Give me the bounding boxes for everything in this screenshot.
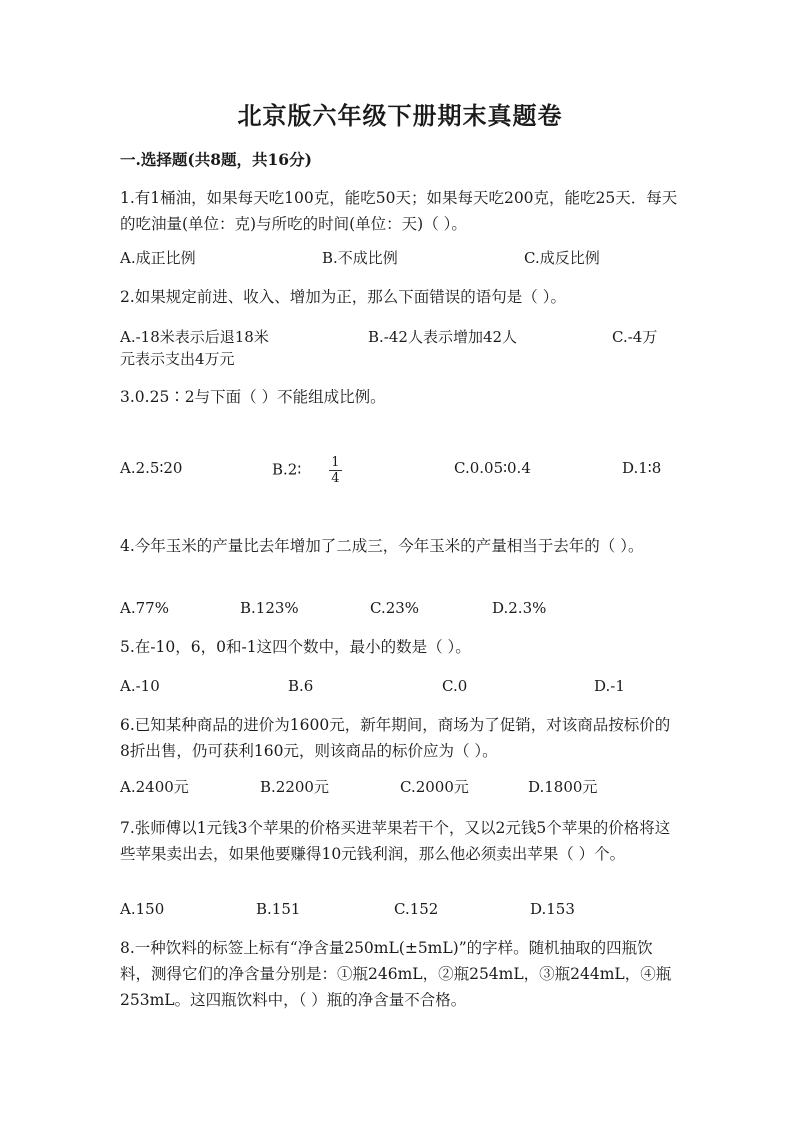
option-c[interactable]: C.0.05∶0.4 (454, 459, 531, 477)
question-3-options (120, 455, 680, 486)
question-7: 7.张师傅以1元钱3个苹果的价格买进苹果若干个，又以2元钱5个苹果的价格将这些苹果卖出去，如果他要赚得10元钱利润，那么他必须卖出苹果（ ）个。 (120, 819, 671, 863)
option-d[interactable]: D.-1 (594, 677, 625, 695)
question-6: 6.已知某种商品的进价为1600元，新年期间，商场为了促销，对该商品按标价的8折出售，仍可获利160元，则该商品的标价应为（ ）。 (120, 716, 671, 760)
option-b[interactable] (272, 455, 342, 486)
question-8: 8.一种饮料的标签上标有“净含量250mL(±5mL)”的字样。随机抽取的四瓶饮料，测得它们的净含量分别是：①瓶246mL，②瓶254mL，③瓶244mL，④瓶253mL。这四瓶饮料中，（ ）瓶的净含量不合格。 (120, 939, 672, 1009)
option-d[interactable]: D.1800元 (528, 778, 598, 796)
option-b[interactable]: B.2200元 (260, 778, 329, 796)
page-title: 北京版六年级下册期末真题卷 (237, 101, 563, 130)
option-a[interactable]: A.2.5∶20 (120, 459, 183, 477)
fraction-denominator: 4 (331, 471, 340, 486)
option-c[interactable]: C.152 (394, 900, 439, 918)
fraction (329, 455, 341, 486)
option-b[interactable]: B.不成比例 (322, 249, 398, 267)
option-c[interactable]: C.成反比例 (524, 249, 600, 267)
option-d[interactable]: D.153 (530, 900, 575, 918)
option-d[interactable]: D.2.3% (492, 599, 547, 617)
question-1: 1.有1桶油，如果每天吃100克，能吃50天；如果每天吃200克，能吃25天．每天的吃油量(单位：克)与所吃的时间(单位：天)（ ）。 (120, 189, 678, 233)
question-5-options (120, 673, 680, 699)
question-7-options (120, 896, 680, 922)
option-b[interactable]: B.123% (240, 599, 299, 617)
option-b-label: B.2∶ (272, 460, 302, 479)
option-c[interactable]: C.0 (442, 677, 468, 695)
section-heading: 一.选择题(共8题，共16分) (120, 150, 312, 169)
question-1-options (120, 245, 680, 271)
option-a[interactable]: A.成正比例 (120, 249, 196, 267)
fraction-numerator: 1 (331, 455, 340, 470)
option-a[interactable]: A.-18米表示后退18米 (120, 328, 269, 346)
question-4: 4.今年玉米的产量比去年增加了二成三，今年玉米的产量相当于去年的（ ）。 (120, 537, 644, 555)
question-2-options-wrap (120, 346, 680, 372)
question-5: 5.在-10，6，0和-1这四个数中，最小的数是（ ）。 (120, 638, 471, 656)
question-2: 2.如果规定前进、收入、增加为正，那么下面错误的语句是（ ）。 (120, 288, 566, 306)
option-a[interactable]: A.150 (120, 900, 165, 918)
option-b[interactable]: B.6 (288, 677, 314, 695)
option-c[interactable]: C.-4万 (612, 328, 658, 346)
option-a[interactable]: A.-10 (120, 677, 160, 695)
question-4-options (120, 595, 680, 621)
option-c[interactable]: C.23% (370, 599, 420, 617)
option-c[interactable]: C.2000元 (400, 778, 469, 796)
option-b[interactable]: B.151 (256, 900, 301, 918)
option-c-continued: 元表示支出4万元 (120, 350, 235, 368)
option-a[interactable]: A.77% (120, 599, 169, 617)
option-d[interactable]: D.1∶8 (622, 459, 662, 477)
question-3: 3.0.25∶2与下面（ ）不能组成比例。 (120, 388, 386, 406)
question-6-options (120, 774, 680, 800)
option-b[interactable]: B.-42人表示增加42人 (368, 328, 518, 346)
option-a[interactable]: A.2400元 (120, 778, 189, 796)
